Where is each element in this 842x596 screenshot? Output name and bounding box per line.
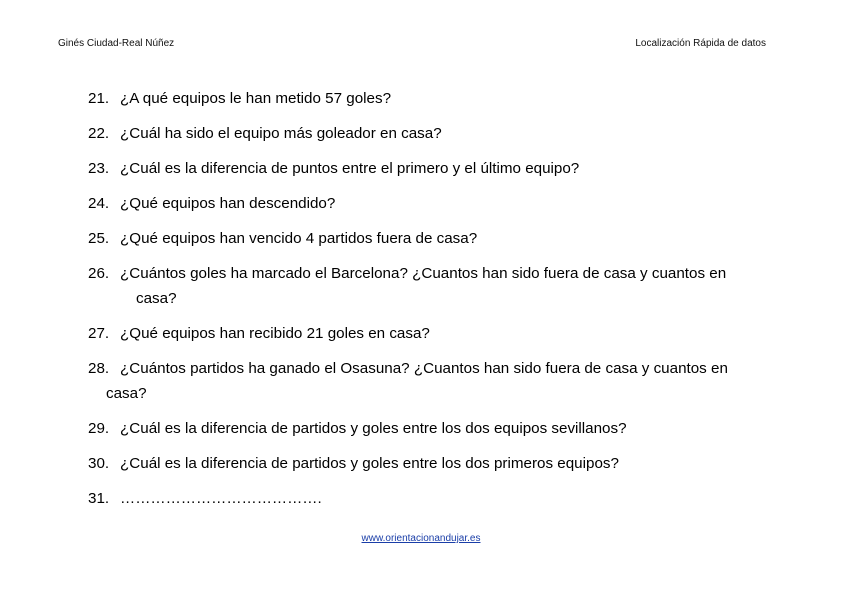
question-item [88, 191, 771, 216]
header-title: Localización Rápida de datos [635, 38, 766, 49]
question-number: 30. [88, 455, 110, 472]
question-number: 31. [88, 490, 110, 507]
question-item [88, 121, 771, 146]
footer-link[interactable]: www.orientacionandujar.es [361, 533, 481, 544]
question-text: ¿Cuál es la diferencia de partidos y goles entre los dos equipos sevillanos? [120, 420, 627, 437]
question-number: 21. [88, 90, 110, 107]
question-item [88, 261, 771, 311]
question-list [88, 86, 771, 521]
question-text-continuation: casa? [106, 385, 147, 402]
question-text: ¿Cuál es la diferencia de partidos y goles entre los dos primeros equipos? [120, 455, 619, 472]
question-number: 25. [88, 230, 110, 247]
question-item [88, 226, 771, 251]
question-text: ¿Cuántos partidos ha ganado el Osasuna? ¿Cuantos han sido fuera de casa y cuantos en [120, 360, 728, 377]
footer [0, 533, 842, 544]
question-text: ¿A qué equipos le han metido 57 goles? [120, 90, 392, 107]
question-number: 27. [88, 325, 110, 342]
question-item [88, 451, 771, 476]
question-item [88, 86, 771, 111]
question-text: ¿Qué equipos han recibido 21 goles en casa? [120, 325, 430, 342]
question-item [88, 156, 771, 181]
question-text: ¿Cuál ha sido el equipo más goleador en casa? [120, 125, 442, 142]
question-number: 24. [88, 195, 110, 212]
question-number: 28. [88, 360, 110, 377]
question-text: ¿Cuál es la diferencia de puntos entre el primero y el último equipo? [120, 160, 580, 177]
question-item [88, 321, 771, 346]
question-text: ¿Cuántos goles ha marcado el Barcelona? ¿Cuantos han sido fuera de casa y cuantos en [120, 265, 727, 282]
question-text-continuation: casa? [136, 290, 177, 307]
question-number: 22. [88, 125, 110, 142]
question-item [88, 486, 771, 511]
question-text: …………………………………. [120, 490, 322, 507]
question-number: 23. [88, 160, 110, 177]
question-text: ¿Qué equipos han descendido? [120, 195, 336, 212]
question-number: 29. [88, 420, 110, 437]
question-item [88, 416, 771, 441]
header-author: Ginés Ciudad-Real Núñez [58, 38, 175, 49]
question-text: ¿Qué equipos han vencido 4 partidos fuera de casa? [120, 230, 478, 247]
question-number: 26. [88, 265, 110, 282]
question-item [88, 356, 771, 406]
